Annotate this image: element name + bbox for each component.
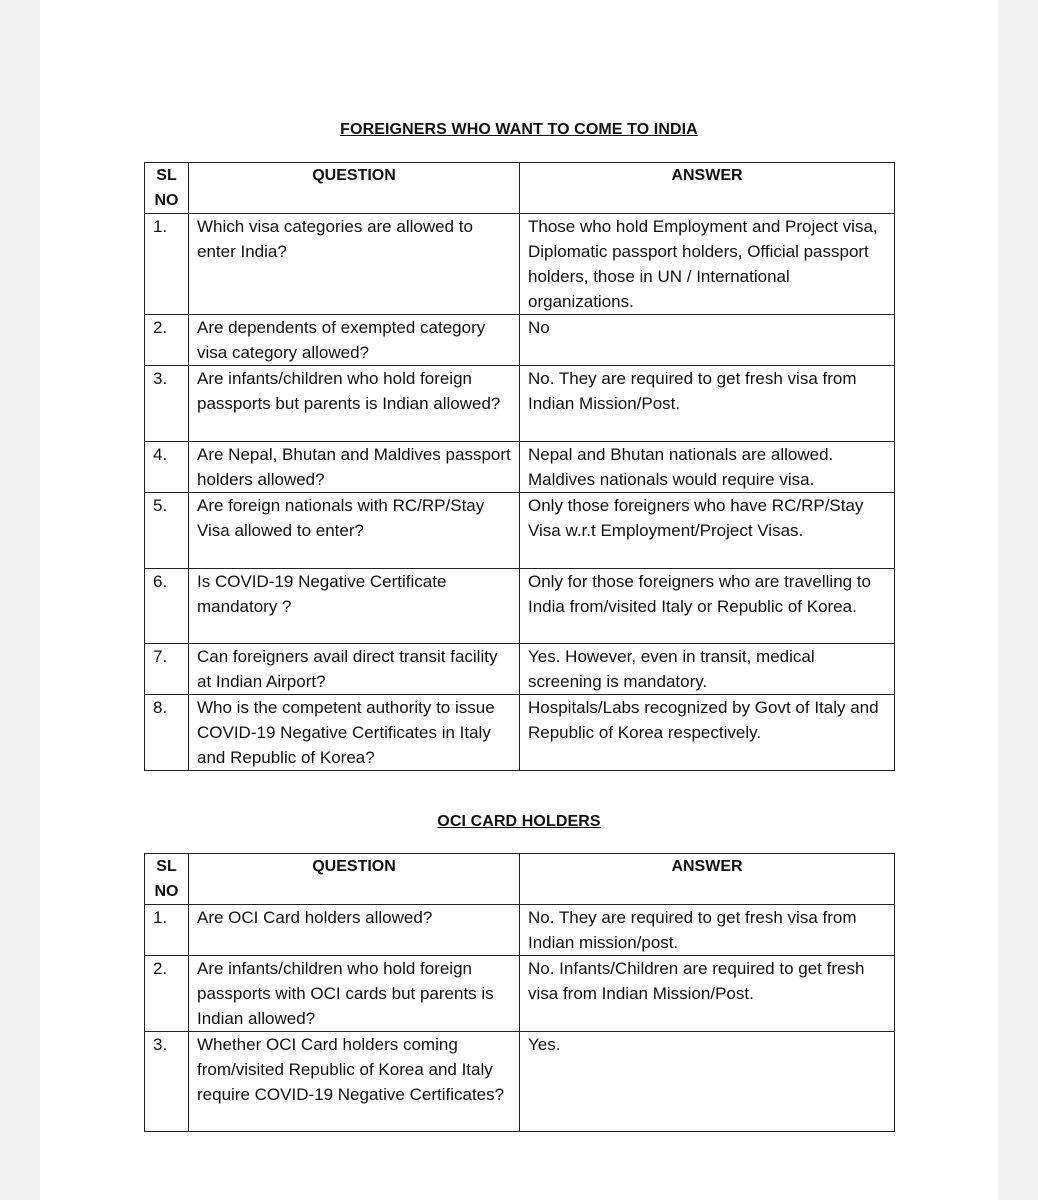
table-row xyxy=(145,695,895,771)
header-sl-no: SL NO xyxy=(145,163,189,214)
table-row xyxy=(145,569,895,644)
row-answer: Only for those foreigners who are travelling to India from/visited Italy or Republic of Korea. xyxy=(520,569,895,644)
row-question: Is COVID-19 Negative Certificate mandatory ? xyxy=(189,569,520,644)
row-answer: No xyxy=(520,315,895,366)
row-sl: 2. xyxy=(145,315,189,366)
header-sl-no: SL NO xyxy=(145,854,189,905)
table-row xyxy=(145,644,895,695)
row-answer: Hospitals/Labs recognized by Govt of Italy and Republic of Korea respectively. xyxy=(520,695,895,771)
header-question: QUESTION xyxy=(189,854,520,905)
row-sl: 2. xyxy=(145,956,189,1032)
table-row xyxy=(145,1032,895,1132)
header-answer: ANSWER xyxy=(520,854,895,905)
row-sl: 3. xyxy=(145,1032,189,1132)
row-question: Are Nepal, Bhutan and Maldives passport holders allowed? xyxy=(189,442,520,493)
row-sl: 4. xyxy=(145,442,189,493)
row-question: Which visa categories are allowed to enter India? xyxy=(189,214,520,315)
table-header-row xyxy=(145,854,895,905)
row-sl: 7. xyxy=(145,644,189,695)
document-page xyxy=(40,0,998,1200)
foreigners-faq-table xyxy=(144,162,895,771)
row-sl: 3. xyxy=(145,366,189,442)
table-row xyxy=(145,905,895,956)
header-answer: ANSWER xyxy=(520,163,895,214)
table-row xyxy=(145,366,895,442)
table-row xyxy=(145,956,895,1032)
row-question: Are foreign nationals with RC/RP/Stay Visa allowed to enter? xyxy=(189,493,520,569)
row-sl: 5. xyxy=(145,493,189,569)
row-answer: Nepal and Bhutan nationals are allowed. Maldives nationals would require visa. xyxy=(520,442,895,493)
row-answer: No. They are required to get fresh visa from Indian mission/post. xyxy=(520,905,895,956)
row-sl: 6. xyxy=(145,569,189,644)
row-answer: No. They are required to get fresh visa from Indian Mission/Post. xyxy=(520,366,895,442)
row-question: Are infants/children who hold foreign passports with OCI cards but parents is Indian allowed? xyxy=(189,956,520,1032)
row-question: Are dependents of exempted category visa category allowed? xyxy=(189,315,520,366)
row-answer: No. Infants/Children are required to get fresh visa from Indian Mission/Post. xyxy=(520,956,895,1032)
row-answer: Those who hold Employment and Project visa, Diplomatic passport holders, Official passport holders, those in UN / International organizations. xyxy=(520,214,895,315)
table-row xyxy=(145,442,895,493)
table-header-row xyxy=(145,163,895,214)
row-answer: Only those foreigners who have RC/RP/Stay Visa w.r.t Employment/Project Visas. xyxy=(520,493,895,569)
section-title-oci: OCI CARD HOLDERS xyxy=(437,813,601,830)
header-question: QUESTION xyxy=(189,163,520,214)
table-row xyxy=(145,315,895,366)
section-title-foreigners: FOREIGNERS WHO WANT TO COME TO INDIA xyxy=(340,121,698,138)
row-sl: 8. xyxy=(145,695,189,771)
table-row xyxy=(145,214,895,315)
row-answer: Yes. xyxy=(520,1032,895,1132)
row-sl: 1. xyxy=(145,214,189,315)
oci-faq-table xyxy=(144,853,895,1132)
row-question: Can foreigners avail direct transit facility at Indian Airport? xyxy=(189,644,520,695)
row-question: Whether OCI Card holders coming from/visited Republic of Korea and Italy require COVID-19 Negative Certificates? xyxy=(189,1032,520,1132)
row-question: Who is the competent authority to issue COVID-19 Negative Certificates in Italy and Republic of Korea? xyxy=(189,695,520,771)
row-answer: Yes. However, even in transit, medical screening is mandatory. xyxy=(520,644,895,695)
table-row xyxy=(145,493,895,569)
row-question: Are infants/children who hold foreign passports but parents is Indian allowed? xyxy=(189,366,520,442)
row-sl: 1. xyxy=(145,905,189,956)
row-question: Are OCI Card holders allowed? xyxy=(189,905,520,956)
